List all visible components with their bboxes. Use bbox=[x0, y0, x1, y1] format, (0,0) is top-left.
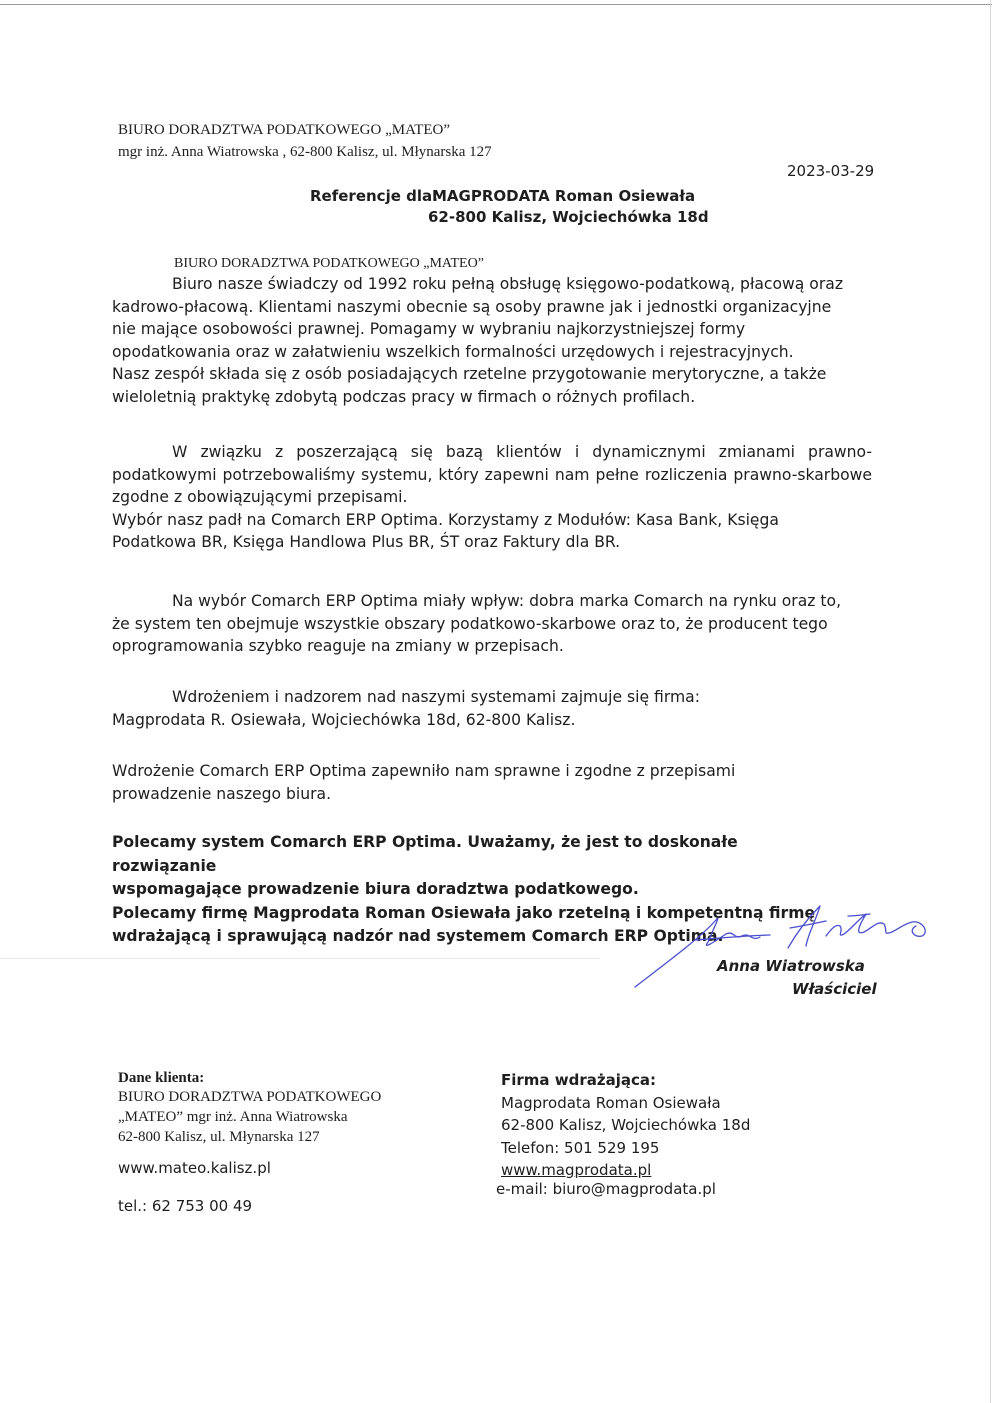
implementer-details bbox=[501, 1069, 801, 1182]
handwritten-signature bbox=[630, 890, 940, 1000]
paragraph-line: Biuro nasze świadczy od 1992 roku pełną obsługę księgowo-podatkową, płacową oraz bbox=[172, 275, 844, 293]
paragraph-line: Na wybór Comarch ERP Optima miały wpływ: dobra marka Comarch na rynku oraz to, bbox=[172, 592, 842, 610]
paragraph-line: wieloletnią praktykę zdobytą podczas pracy w firmach o różnych profilach. bbox=[112, 387, 696, 406]
implementer-line: Telefon: 501 529 195 bbox=[501, 1138, 660, 1157]
recommendation-line: wspomagające prowadzenie biura doradztwa podatkowego. bbox=[112, 880, 639, 898]
paragraph-line: Nasz zespół składa się z osób posiadających rzetelne przygotowanie merytoryczne, a także bbox=[112, 365, 827, 383]
paragraph-line: nie mające osobowości prawnej. Pomagamy w wybraniu najkorzystniejszej formy bbox=[112, 320, 746, 338]
letterhead-company: BIURO DORADZTWA PODATKOWEGO „MATEO” bbox=[118, 122, 451, 138]
paragraph-line: opodatkowania oraz w załatwieniu wszelkich formalności urzędowych i rejestracyjnych. bbox=[112, 342, 794, 361]
client-website: www.mateo.kalisz.pl bbox=[118, 1159, 271, 1177]
signatory-role: Właściciel bbox=[792, 980, 877, 998]
recommendation-line: Polecamy system Comarch ERP Optima. Uważamy, że jest to doskonałe rozwiązanie bbox=[112, 833, 738, 875]
paragraph-line: Magprodata R. Osiewała, Wojciechówka 18d, 62-800 Kalisz. bbox=[112, 710, 576, 729]
paragraph-result bbox=[112, 760, 872, 805]
signatory-name: Anna Wiatrowska bbox=[717, 957, 865, 975]
letter-date: 2023-03-29 bbox=[787, 162, 875, 180]
paragraph-line: Wdrożenie Comarch ERP Optima zapewniło nam sprawne i zgodne z przepisami bbox=[112, 762, 736, 780]
scan-edge-right bbox=[990, 0, 991, 1403]
paragraph-line: że system ten obejmuje wszystkie obszary podatkowo-skarbowe oraz to, że producent tego bbox=[112, 614, 828, 633]
paragraph-implementer bbox=[112, 686, 872, 731]
letterhead-address: mgr inż. Anna Wiatrowska , 62-800 Kalisz, ul. Młynarska 127 bbox=[118, 144, 492, 160]
reference-label: Referencje dla: bbox=[310, 187, 439, 205]
paragraph-choice bbox=[112, 590, 872, 658]
paragraph-line: Wdrożeniem i nadzorem nad naszymi systemami zajmuje się firma: bbox=[172, 688, 700, 706]
implementer-label: Firma wdrażająca: bbox=[501, 1071, 657, 1089]
paragraph-line: Podatkowa BR, Księga Handlowa Plus BR, ŚT oraz Faktury dla BR. bbox=[112, 533, 621, 551]
paragraph-about bbox=[112, 273, 872, 408]
implementer-website-link[interactable]: www.magprodata.pl bbox=[501, 1161, 652, 1179]
client-line: BIURO DORADZTWA PODATKOWEGO bbox=[118, 1089, 382, 1105]
scan-artifact-line bbox=[0, 958, 600, 959]
reference-recipient-address: 62-800 Kalisz, Wojciechówka 18d bbox=[428, 208, 709, 226]
scan-edge-top bbox=[0, 4, 992, 5]
paragraph-line: oprogramowania szybko reaguje na zmiany w przepisach. bbox=[112, 637, 564, 655]
recommendation-line: wdrażającą i sprawującą nadzór nad systemem Comarch ERP Optima. bbox=[112, 927, 724, 945]
reference-recipient: MAGPRODATA Roman Osiewała bbox=[432, 187, 696, 205]
implementer-line: 62-800 Kalisz, Wojciechówka 18d bbox=[501, 1116, 751, 1134]
paragraph-needs bbox=[112, 441, 872, 554]
client-phone: tel.: 62 753 00 49 bbox=[118, 1197, 253, 1215]
paragraph-line: prowadzenie naszego biura. bbox=[112, 784, 332, 803]
paragraph-line: kadrowo-płacową. Klientami naszymi obecnie są osoby prawne jak i jednostki organizacyjne bbox=[112, 297, 832, 316]
client-line: „MATEO” mgr inż. Anna Wiatrowska bbox=[118, 1109, 348, 1125]
intro-title: BIURO DORADZTWA PODATKOWEGO „MATEO” bbox=[174, 256, 484, 271]
implementer-email: e-mail: biuro@magprodata.pl bbox=[496, 1180, 716, 1198]
recommendation-line: Polecamy firmę Magprodata Roman Osiewała jako rzetelną i kompetentną firmę bbox=[112, 903, 816, 922]
client-label: Dane klienta: bbox=[118, 1070, 205, 1086]
paragraph-text: W związku z poszerzającą się bazą klientów i dynamicznymi zmianami prawno-podatkowymi potrzebowaliśmy systemu, który zapewni nam pełne rozliczenia prawno-skarbowe zgodne z obowiązującymi przepisami. bbox=[112, 443, 872, 506]
implementer-line: Magprodata Roman Osiewała bbox=[501, 1093, 721, 1112]
paragraph-line: Wybór nasz padł na Comarch ERP Optima. Korzystamy z Modułów: Kasa Bank, Księga bbox=[112, 510, 779, 529]
client-details bbox=[118, 1070, 448, 1147]
client-line: 62-800 Kalisz, ul. Młynarska 127 bbox=[118, 1129, 320, 1145]
